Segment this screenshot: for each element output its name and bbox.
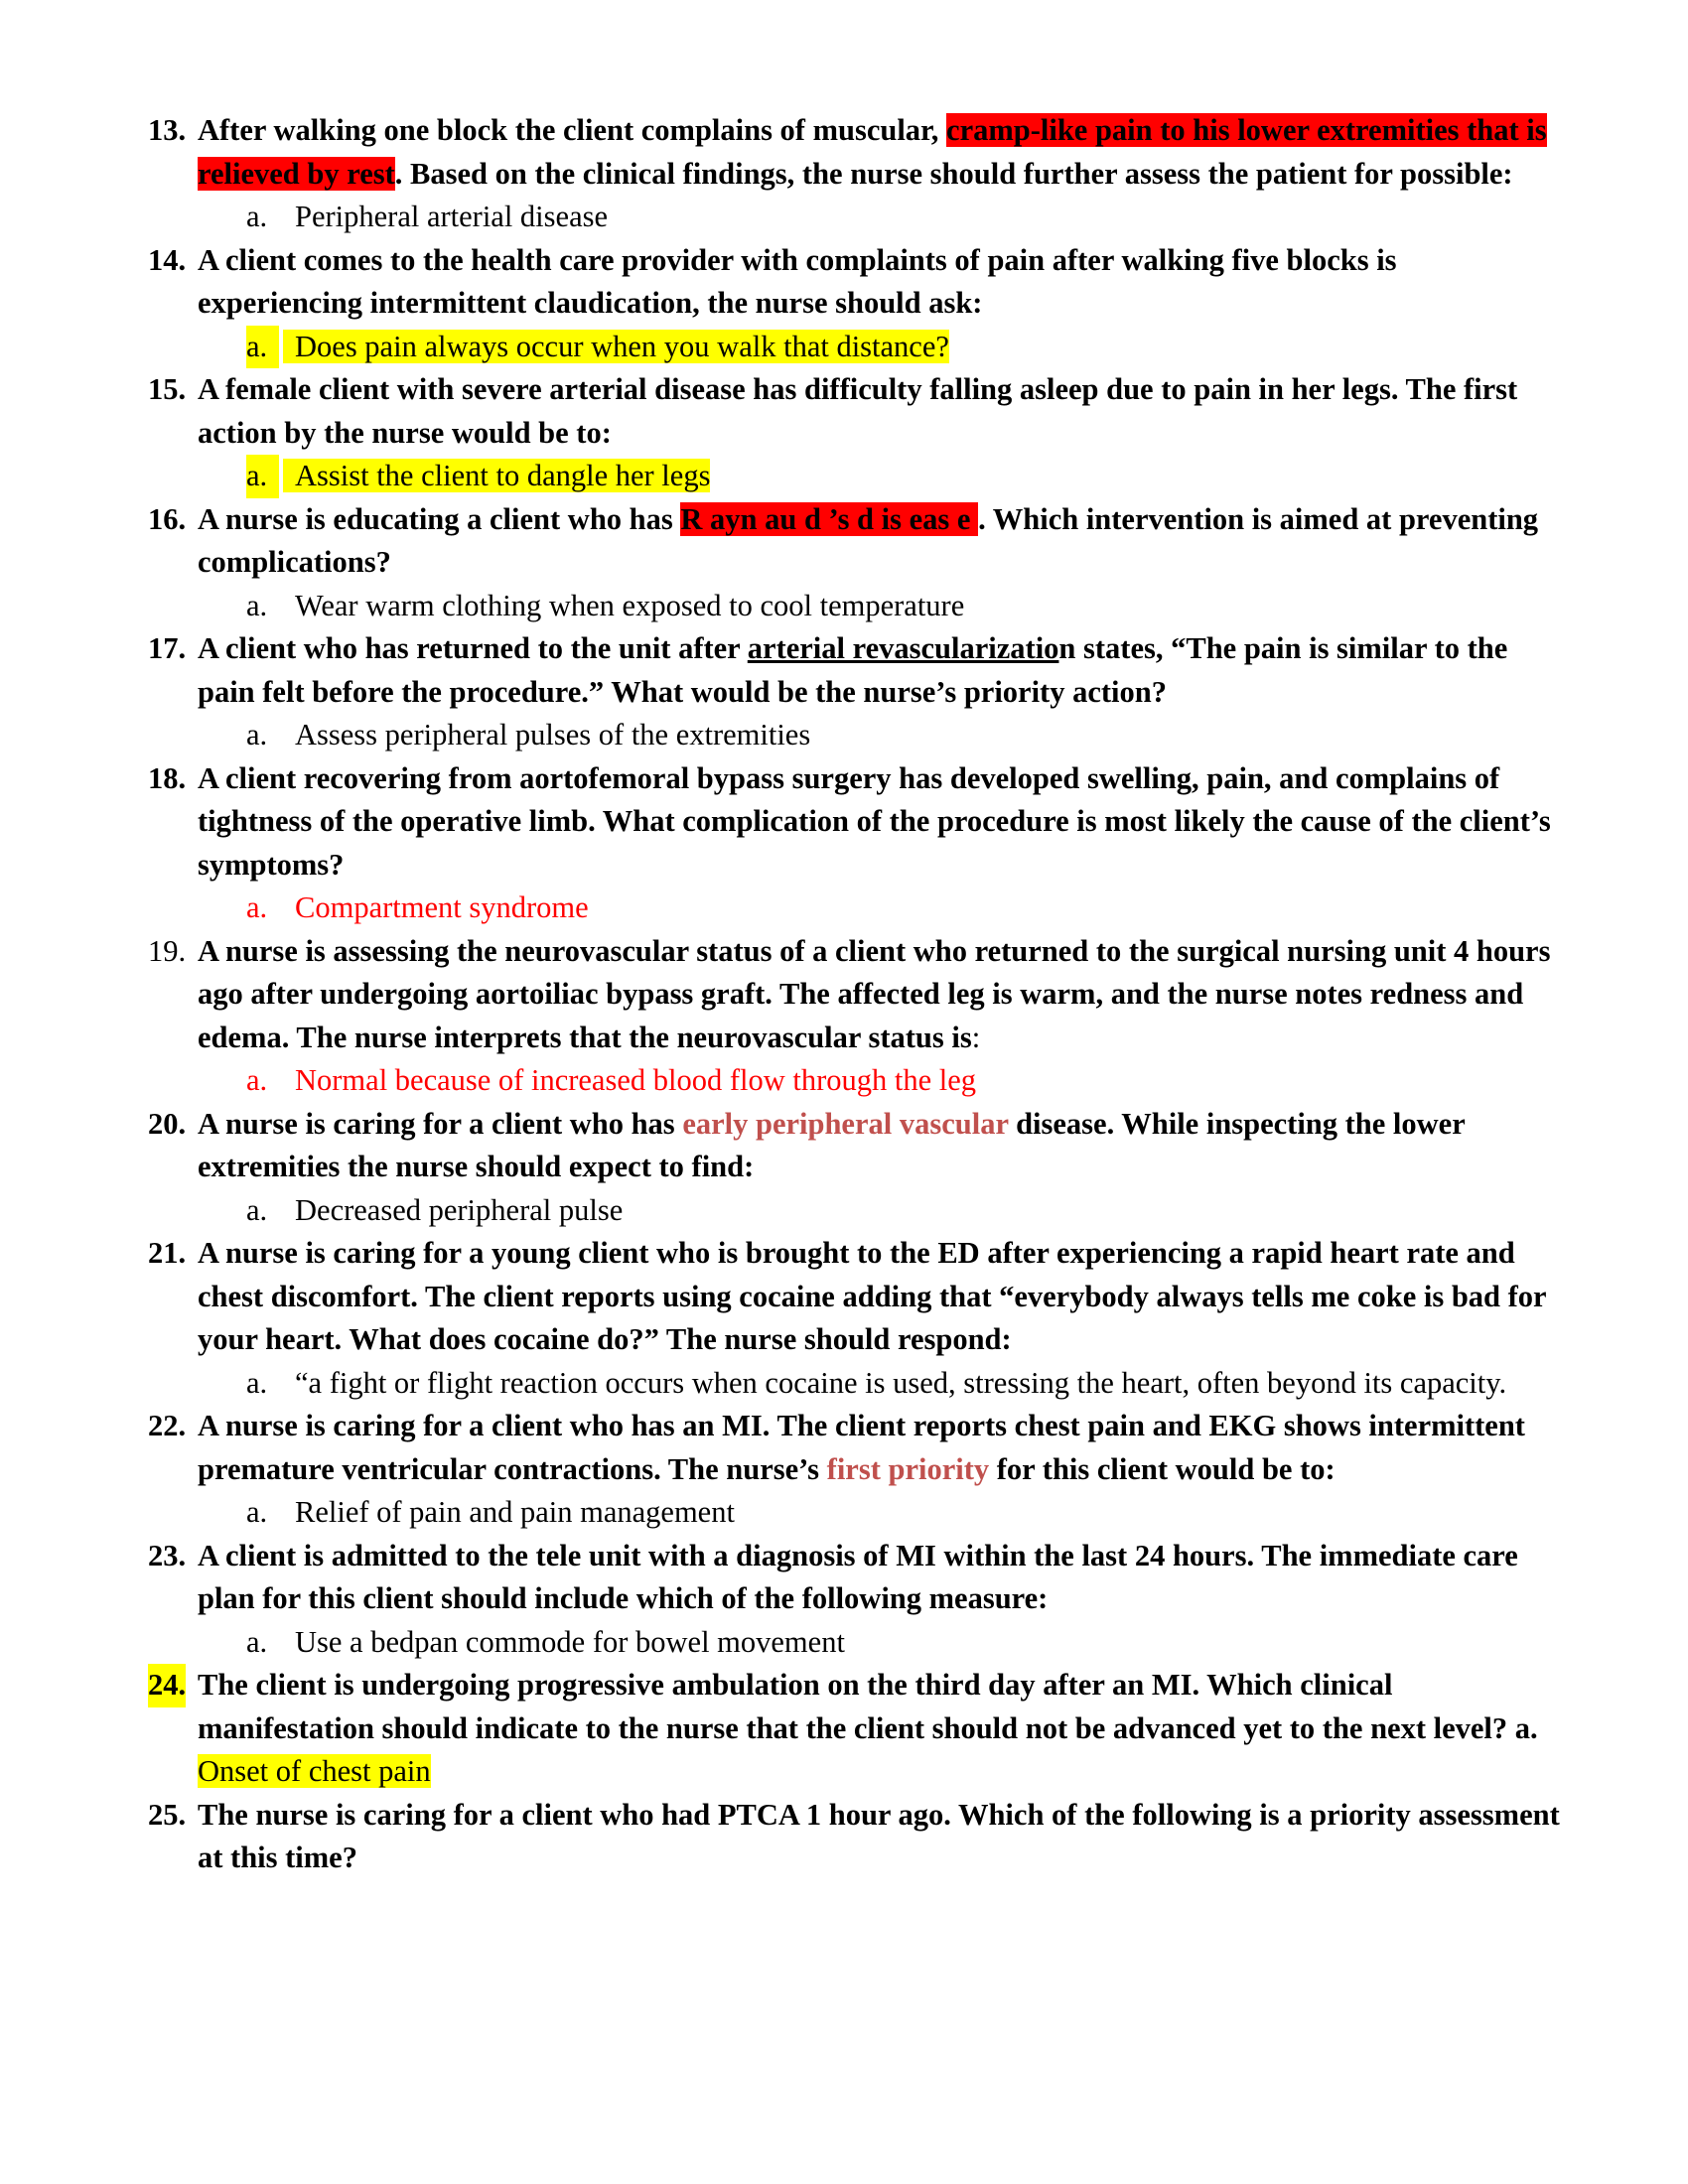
inline-answer: Onset of chest pain (198, 1754, 431, 1788)
question-text: n states, “The pain is similar to the pain felt before the procedure.” What would be the nurse’s priority action? (198, 631, 1508, 709)
question-text: . Which intervention is aimed at preventing complications? (198, 501, 1539, 579)
question-text: A nurse is caring for a client who has an MI. The client reports chest pain and EKG shows intermittent premature ventricular contractions. The nurse’s (198, 1409, 1525, 1486)
question-number: 21. (148, 1236, 187, 1270)
answer-15 (0, 455, 1688, 498)
red-highlight: cramp-like pain to his lower extremities that is relieved by rest (198, 113, 1547, 191)
question-text: A nurse is assessing the neurovascular status of a client who returned to the surgical nursing unit 4 hours ago after undergoing aortoiliac bypass graft. The affected leg is warm, and the nurse notes redness and edema. The nurse interprets that the neurovascular status is (198, 933, 1551, 1054)
answer-text: “a fight or flight reaction occurs when cocaine is used, stressing the heart, often beyond its capacity. (295, 1365, 1507, 1400)
question-number: 25. (148, 1797, 187, 1832)
question-number: 17. (148, 631, 187, 665)
question-number: 18. (148, 760, 187, 795)
question-number: 24. (148, 1664, 186, 1707)
question-text: A female client with severe arterial disease has difficulty falling asleep due to pain in her legs. The first action by the nurse would be to: (198, 372, 1518, 450)
answer-letter: a. (246, 1192, 268, 1227)
question-25 (0, 1794, 1688, 1880)
red-highlight: R ayn au d ’s d is eas e (680, 501, 979, 536)
question-text: A nurse is caring for a young client who is brought to the ED after experiencing a rapid heart rate and chest discomfort. The client reports using cocaine adding that “everybody always tells me coke is bad for your heart. What does cocaine do?” The nurse should respond: (198, 1236, 1547, 1356)
underlined-term: arterial revascularizatio (747, 631, 1059, 665)
question-number: 14. (148, 242, 187, 277)
question-20 (0, 1103, 1688, 1189)
answer-19 (0, 1059, 1688, 1103)
answer-letter: a. (246, 588, 268, 622)
question-number: 22. (148, 1409, 187, 1442)
question-text: for this client would be to: (989, 1451, 1336, 1486)
question-text: A client comes to the health care provider with complaints of pain after walking five blocks is experiencing intermittent claudication, the nurse should ask: (198, 242, 1397, 320)
question-19 (0, 930, 1688, 1060)
question-number: 13. (148, 113, 187, 147)
question-21 (0, 1232, 1688, 1362)
question-text: A nurse is caring for a client who has (198, 1106, 683, 1141)
answer-letter: a. (246, 200, 268, 233)
question-22 (0, 1405, 1688, 1491)
answer-letter: a. (246, 1624, 268, 1659)
question-14 (0, 239, 1688, 326)
answer-letter: a. (246, 718, 268, 751)
answer-text: Use a bedpan commode for bowel movement (295, 1624, 845, 1659)
answer-letter: a. (246, 1063, 268, 1097)
colored-term: first priority (826, 1451, 990, 1486)
question-colon: : (971, 1020, 981, 1054)
answer-17 (0, 714, 1688, 757)
question-17 (0, 627, 1688, 714)
question-18 (0, 757, 1688, 887)
question-23 (0, 1535, 1688, 1621)
answer-21 (0, 1362, 1688, 1406)
answer-letter: a. (246, 326, 279, 369)
answer-text: Wear warm clothing when exposed to cool temperature (295, 588, 965, 622)
question-number: 20. (148, 1106, 187, 1141)
answer-letter: a. (246, 1495, 268, 1529)
question-number: 16. (148, 501, 187, 536)
answer-18 (0, 887, 1688, 930)
question-number: 23. (148, 1538, 187, 1572)
question-16 (0, 498, 1688, 585)
question-text: The client is undergoing progressive ambulation on the third day after an MI. Which clinical manifestation should indicate to the nurse that the client should not be advanced yet to the next level? a. (198, 1668, 1538, 1745)
document-page (0, 109, 1688, 1880)
answer-14 (0, 326, 1688, 369)
question-24 (0, 1664, 1688, 1794)
answer-text: Compartment syndrome (295, 890, 589, 924)
question-text: . Based on the clinical findings, the nurse should further assess the patient for possible: (394, 156, 1513, 191)
answer-13 (0, 196, 1688, 239)
answer-23 (0, 1621, 1688, 1665)
question-13 (0, 109, 1688, 196)
question-text: A client is admitted to the tele unit with a diagnosis of MI within the last 24 hours. The immediate care plan for this client should include which of the following measure: (198, 1538, 1518, 1615)
question-text: A client who has returned to the unit after (198, 631, 748, 665)
answer-text: Peripheral arterial disease (295, 200, 609, 233)
answer-20 (0, 1189, 1688, 1233)
answer-text: Decreased peripheral pulse (295, 1192, 624, 1227)
answer-text: Normal because of increased blood flow through the leg (295, 1063, 977, 1097)
question-number: 15. (148, 372, 187, 406)
answer-text: Does pain always occur when you walk that distance? (283, 330, 949, 363)
answer-letter: a. (246, 455, 279, 498)
question-15 (0, 368, 1688, 455)
question-number: 19. (148, 933, 187, 968)
question-text: disease. While inspecting the lower extremities the nurse should expect to find: (198, 1106, 1466, 1183)
answer-letter: a. (246, 1365, 268, 1400)
answer-22 (0, 1491, 1688, 1535)
answer-text: Assess peripheral pulses of the extremities (295, 718, 811, 751)
answer-16 (0, 585, 1688, 628)
answer-text: Relief of pain and pain management (295, 1495, 735, 1529)
answer-letter: a. (246, 890, 268, 924)
question-text: The nurse is caring for a client who had PTCA 1 hour ago. Which of the following is a priority assessment at this time? (198, 1797, 1560, 1874)
answer-text: Assist the client to dangle her legs (283, 459, 710, 492)
question-text: A nurse is educating a client who has (198, 501, 681, 536)
question-text: A client recovering from aortofemoral bypass surgery has developed swelling, pain, and complains of tightness of the operative limb. What complication of the procedure is most likely the cause of the client’s symptoms? (198, 760, 1551, 882)
colored-term: early peripheral vascular (682, 1106, 1009, 1141)
question-text: After walking one block the client complains of muscular, (198, 113, 947, 147)
